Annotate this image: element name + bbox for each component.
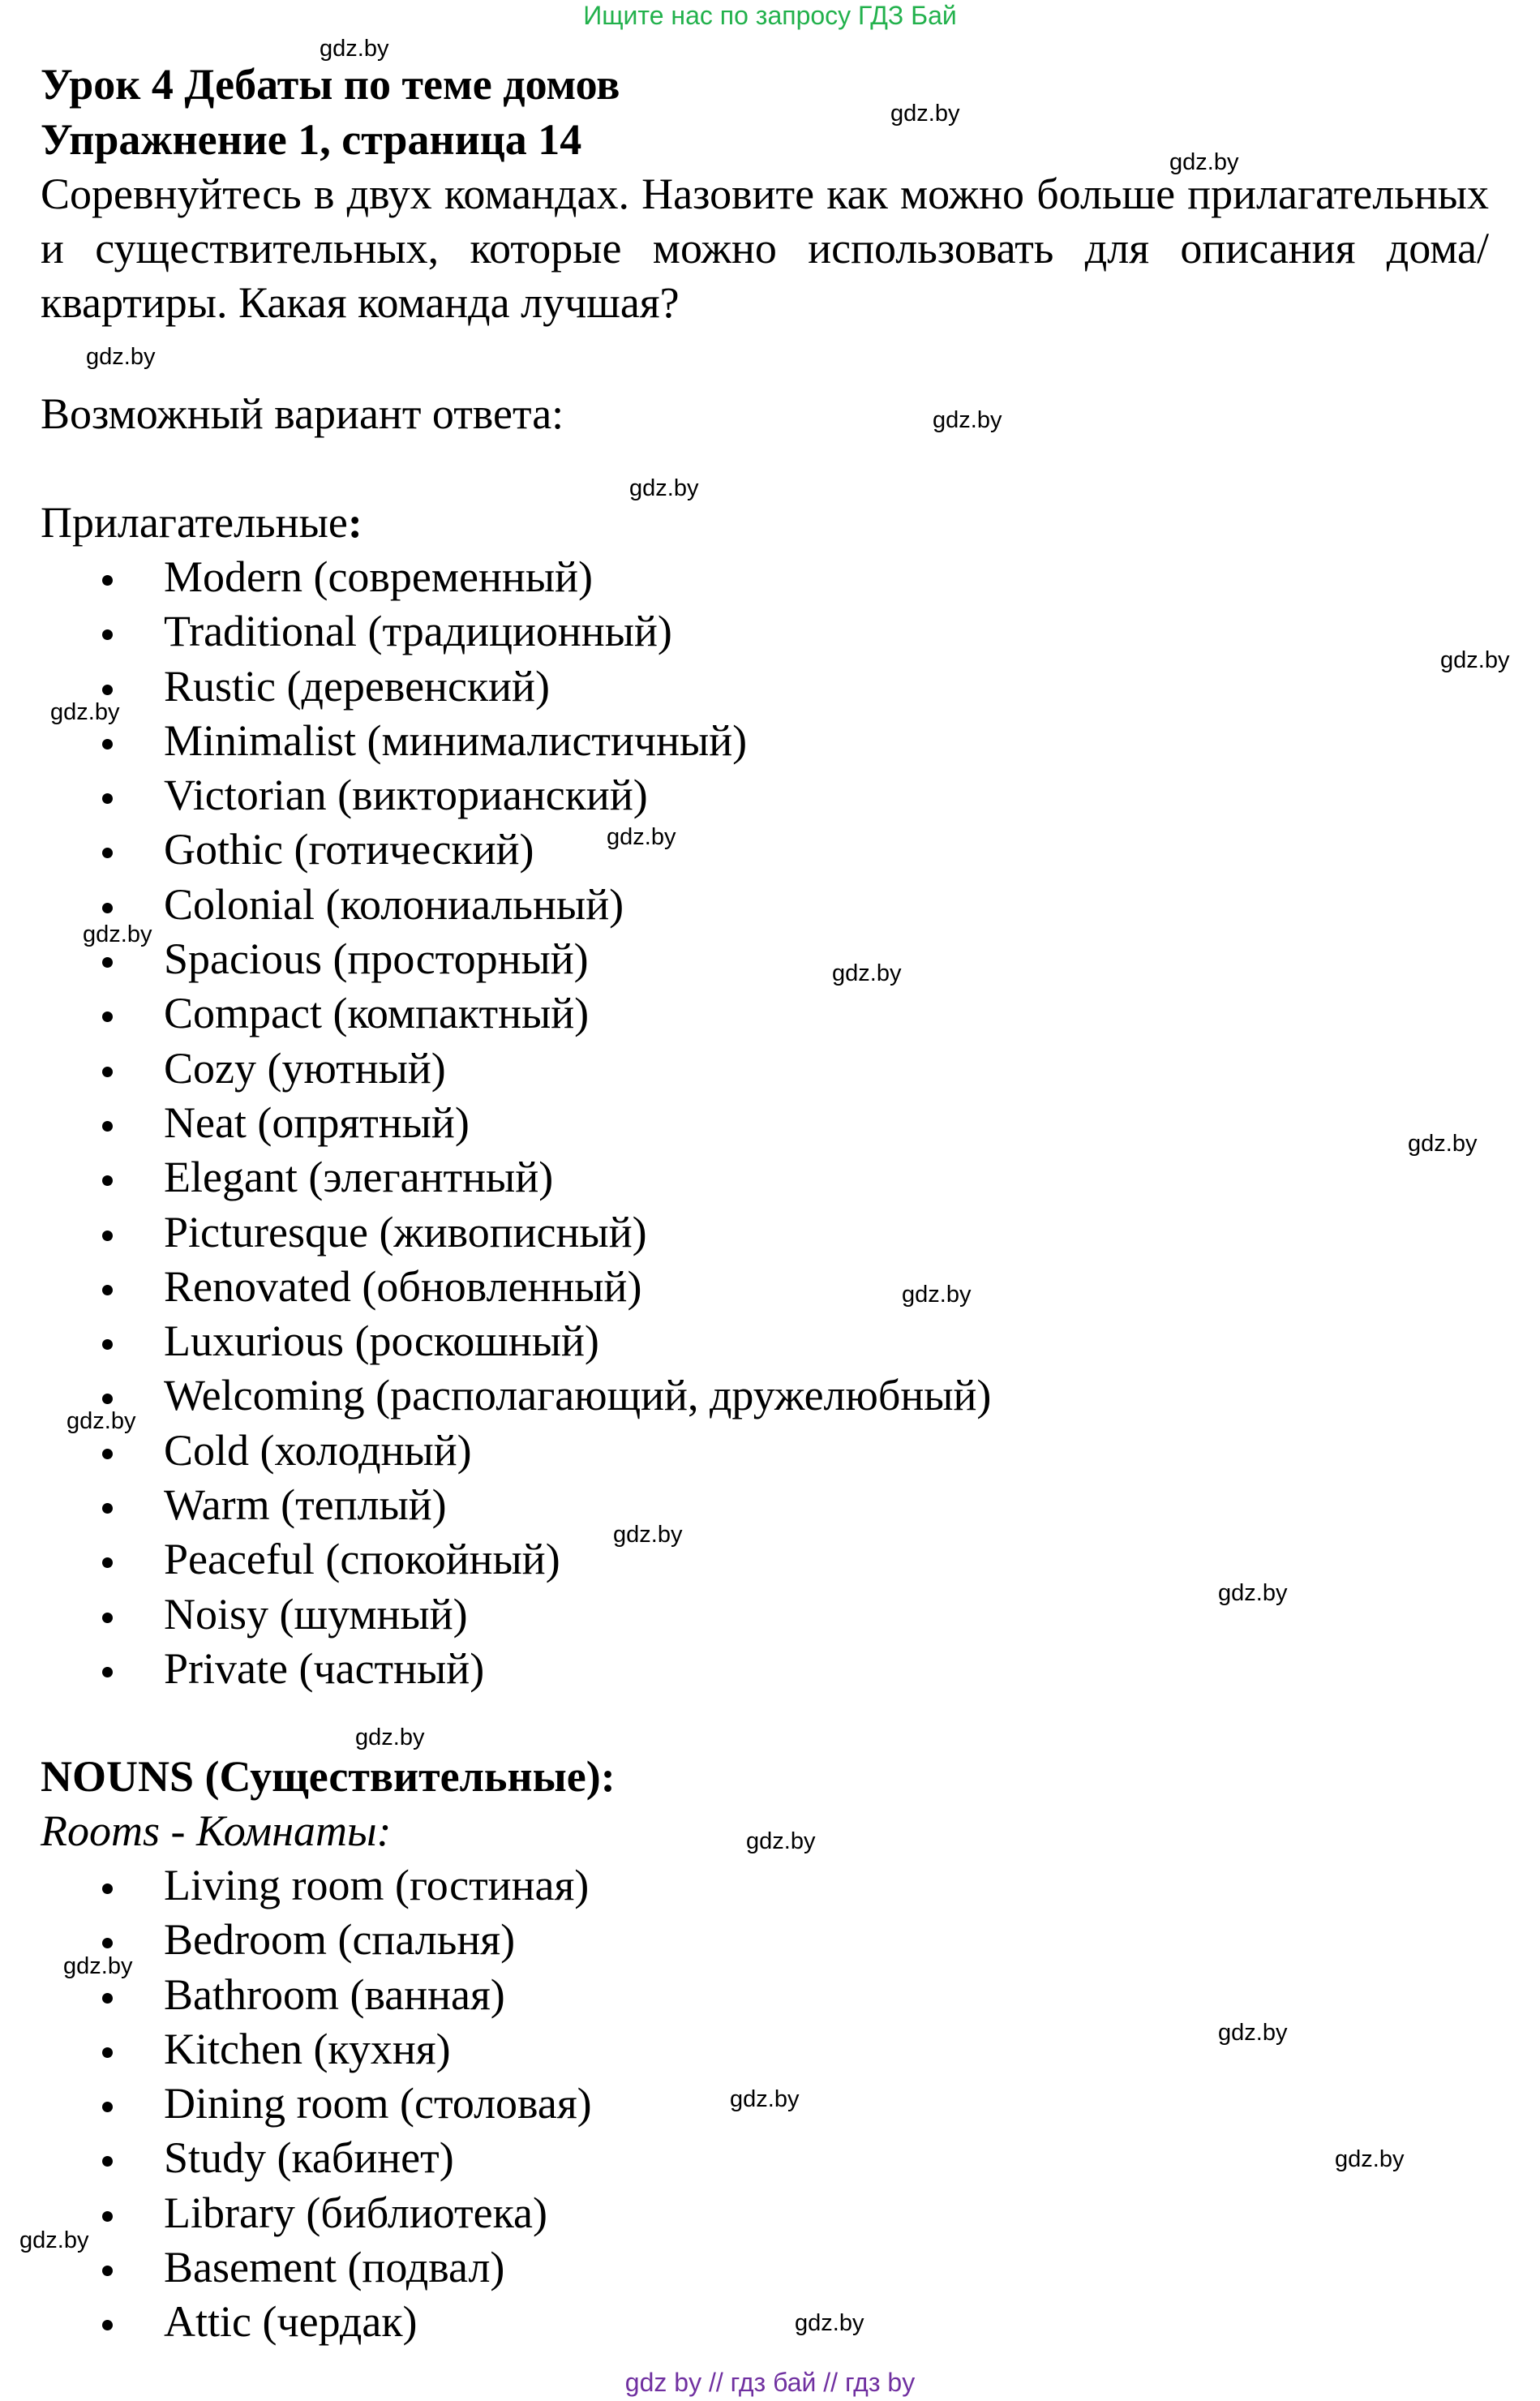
- watermark: gdz.by: [933, 407, 1002, 433]
- list-item-text: Luxurious (роскошный): [164, 1316, 599, 1366]
- bullet-icon: [102, 903, 113, 913]
- list-item-text: Renovated (обновленный): [164, 1261, 642, 1311]
- footer-links[interactable]: gdz by // гдз бай // гдз by: [624, 2368, 916, 2397]
- top-banner[interactable]: Ищите нас по запросу ГДЗ Бай: [583, 1, 957, 30]
- list-item-text: Traditional (традиционный): [164, 607, 672, 656]
- list-item-text: Welcoming (располагающий, дружелюбный): [164, 1371, 992, 1420]
- list-item-text: Picturesque (живописный): [164, 1207, 647, 1256]
- watermark: gdz.by: [1408, 1131, 1478, 1157]
- bullet-icon: [102, 1449, 113, 1459]
- watermark: gdz.by: [890, 101, 960, 127]
- bullet-icon: [102, 1613, 113, 1623]
- watermark: gdz.by: [1169, 149, 1239, 175]
- bullet-icon: [102, 1667, 113, 1677]
- bullet-icon: [102, 2266, 113, 2276]
- list-item-text: Kitchen (кухня): [164, 2024, 451, 2073]
- bullet-icon: [102, 1503, 113, 1514]
- list-item-text: Victorian (викторианский): [164, 771, 648, 820]
- list-item-text: Modern (современный): [164, 552, 593, 601]
- adjectives-heading: [41, 496, 362, 548]
- watermark: gdz.by: [355, 1725, 425, 1750]
- bullet-icon: [102, 2320, 113, 2330]
- rooms-heading: Rooms - Комнаты:: [41, 1806, 392, 1855]
- list-item-text: Gothic (готический): [164, 825, 534, 874]
- exercise-title: Упражнение 1, страница 14: [41, 115, 582, 164]
- list-item-text: Neat (опрятный): [164, 1097, 470, 1147]
- bullet-icon: [102, 957, 113, 968]
- watermark: gdz.by: [1218, 1580, 1288, 1606]
- list-item-text: Living room (гостиная): [164, 1861, 590, 1909]
- bullet-icon: [102, 1175, 113, 1186]
- task-text: Соревнуйтесь в двух командах. Назовите как можно больше прилагательных и существительных, которые можно использовать для описания дома/квартиры. Какая команда лучшая?: [41, 170, 1489, 327]
- lesson-title: Урок 4 Дебаты по теме домов: [41, 60, 620, 109]
- watermark: gdz.by: [63, 1953, 133, 1979]
- bullet-icon: [102, 1285, 113, 1295]
- bullet-icon: [102, 1938, 113, 1948]
- bullet-icon: [102, 1012, 113, 1022]
- list-item-text: Warm (теплый): [164, 1480, 447, 1530]
- list-item-text: Elegant (элегантный): [164, 1153, 554, 1202]
- list-item-text: Bedroom (спальня): [164, 1915, 516, 1965]
- watermark: gdz.by: [86, 344, 156, 370]
- bullet-icon: [102, 1067, 113, 1077]
- list-item-text: Compact (компактный): [164, 989, 590, 1038]
- watermark: gdz.by: [66, 1408, 136, 1434]
- watermark: gdz.by: [607, 824, 676, 850]
- bullet-icon: [102, 2211, 113, 2222]
- bullet-icon: [102, 739, 113, 750]
- bullet-icon: [102, 848, 113, 858]
- list-item-text: Cozy (уютный): [164, 1043, 446, 1093]
- adjectives-heading-label: Прилагательные: [41, 498, 348, 547]
- bullet-icon: [102, 793, 113, 804]
- bullet-icon: [102, 575, 113, 586]
- list-item-text: Private (частный): [164, 1643, 485, 1693]
- watermark: gdz.by: [832, 960, 902, 986]
- bullet-icon: [102, 2047, 113, 2058]
- watermark: gdz.by: [1440, 647, 1510, 673]
- watermark: gdz.by: [19, 2227, 89, 2253]
- bullet-icon: [102, 1394, 113, 1404]
- watermark: gdz.by: [613, 1522, 683, 1548]
- watermark: gdz.by: [629, 475, 699, 501]
- bullet-icon: [102, 1993, 113, 2004]
- watermark: gdz.by: [83, 921, 152, 947]
- bullet-icon: [102, 1883, 113, 1894]
- list-item-text: Rustic (деревенский): [164, 661, 550, 711]
- bullet-icon: [102, 685, 113, 695]
- bullet-icon: [102, 2156, 113, 2167]
- list-item-text: Library (библиотека): [164, 2188, 547, 2237]
- adjectives-heading-colon: :: [347, 498, 362, 547]
- list-item-text: Bathroom (ванная): [164, 1969, 505, 2019]
- answer-intro: Возможный вариант ответа:: [41, 389, 564, 438]
- watermark: gdz.by: [746, 1828, 816, 1854]
- watermark: gdz.by: [1335, 2146, 1405, 2172]
- watermark: gdz.by: [320, 36, 389, 62]
- bullet-icon: [102, 1339, 113, 1350]
- bullet-icon: [102, 629, 113, 640]
- bullet-icon: [102, 2102, 113, 2112]
- watermark: gdz.by: [1218, 2020, 1288, 2046]
- list-item-text: Cold (холодный): [164, 1425, 472, 1475]
- watermark: gdz.by: [50, 699, 120, 725]
- watermark: gdz.by: [795, 2310, 864, 2336]
- list-item-text: Peaceful (спокойный): [164, 1535, 560, 1584]
- watermark: gdz.by: [730, 2086, 800, 2112]
- list-item-text: Colonial (колониальный): [164, 879, 624, 929]
- list-item-text: Spacious (просторный): [164, 934, 589, 984]
- nouns-heading: NOUNS (Существительные):: [41, 1752, 616, 1801]
- bullet-icon: [102, 1557, 113, 1568]
- list-item-text: Noisy (шумный): [164, 1589, 468, 1639]
- list-item-text: Basement (подвал): [164, 2243, 505, 2292]
- list-item-text: Minimalist (минималистичный): [164, 715, 748, 765]
- list-item-text: Dining room (столовая): [164, 2079, 592, 2128]
- list-item-text: Study (кабинет): [164, 2133, 454, 2183]
- watermark: gdz.by: [902, 1282, 972, 1308]
- bullet-icon: [102, 1231, 113, 1241]
- bullet-icon: [102, 1121, 113, 1132]
- list-item-text: Attic (чердак): [164, 2297, 418, 2347]
